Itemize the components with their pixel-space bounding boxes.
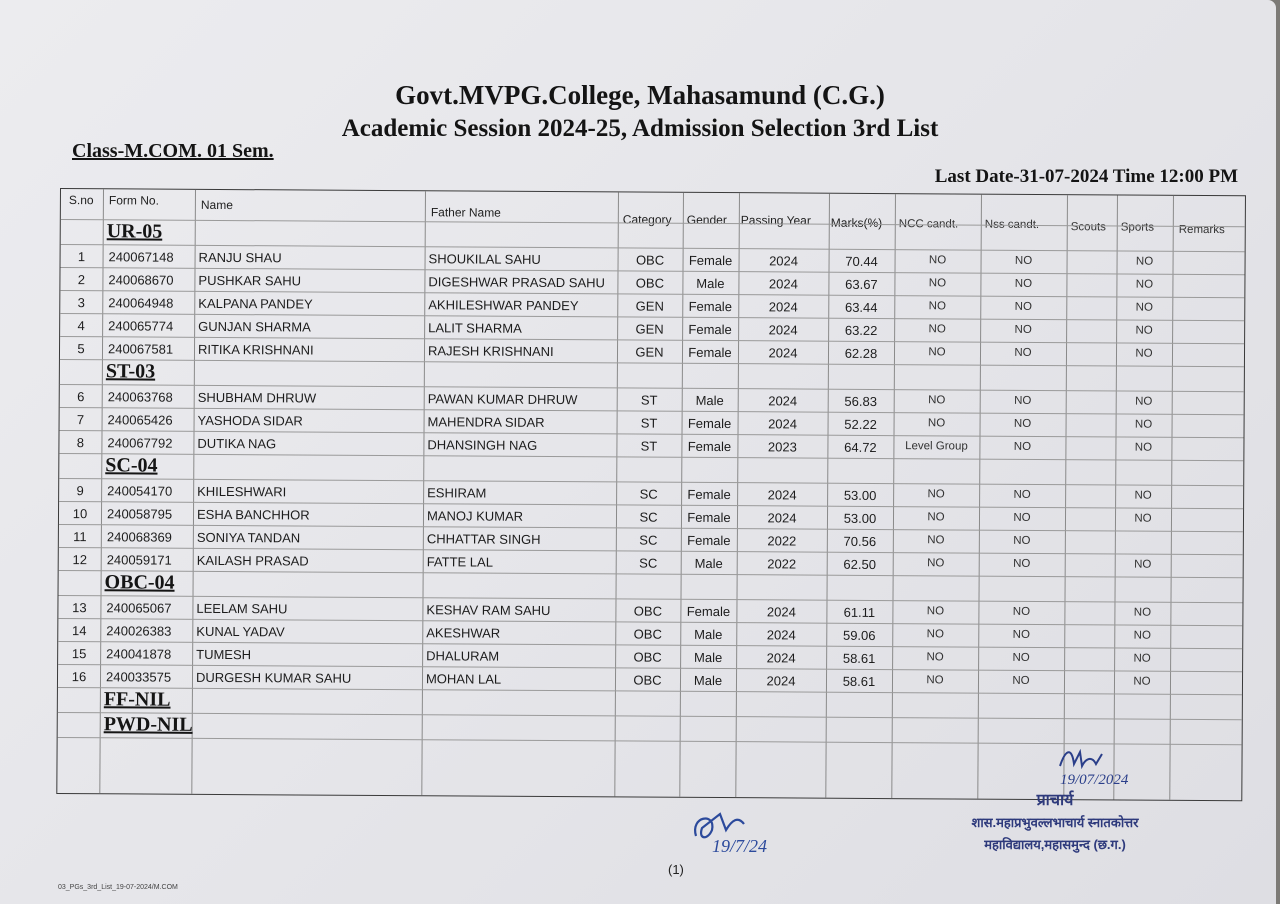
cell-form: 240067792 xyxy=(107,435,173,451)
cell-gender: Female xyxy=(688,298,733,315)
cell-ncc: NO xyxy=(928,346,946,359)
cell-father: MOHAN LAL xyxy=(425,671,502,687)
cell-sports: NO xyxy=(1134,558,1152,571)
cell-ncc: NO xyxy=(928,323,946,336)
cell-form: 240026383 xyxy=(106,623,172,639)
cell-cat: OBC xyxy=(635,275,665,291)
cell-sports: NO xyxy=(1134,418,1153,431)
cell-cat: OBC xyxy=(633,672,662,688)
cell-gender: Male xyxy=(694,649,723,666)
mid-sign-date: 19/7/24 xyxy=(712,836,768,856)
cell-form: 240063768 xyxy=(107,389,173,405)
cell-gender: Female xyxy=(688,321,732,338)
cell-year: 2024 xyxy=(767,487,797,503)
page-number: (1) xyxy=(668,862,684,877)
cell-father: PAWAN KUMAR DHRUW xyxy=(427,391,578,408)
cell-cat: OBC xyxy=(633,626,662,642)
col-header-marks: Marks(%) xyxy=(830,215,883,231)
cell-year: 2024 xyxy=(768,393,798,409)
cell-gender: Female xyxy=(687,509,731,526)
cell-year: 2024 xyxy=(767,510,797,526)
cell-gender: Male xyxy=(693,672,723,689)
cell-year: 2024 xyxy=(768,299,798,315)
cell-sno: 2 xyxy=(77,272,86,288)
cell-nss: NO xyxy=(1013,534,1031,547)
cell-sno: 4 xyxy=(77,318,85,334)
cell-year: 2024 xyxy=(766,604,796,620)
cell-gender: Female xyxy=(686,603,731,620)
cell-form: 240054170 xyxy=(107,483,173,499)
col-header-remarks: Remarks xyxy=(1178,223,1225,237)
cell-marks: 59.06 xyxy=(842,627,876,643)
cell-cat: GEN xyxy=(635,298,664,314)
cell-name: LEELAM SAHU xyxy=(196,600,288,617)
cell-father: MAHENDRA SIDAR xyxy=(427,414,545,430)
col-header-father: Father Name xyxy=(430,205,501,220)
cell-name: ESHA BANCHHOR xyxy=(196,506,310,523)
cell-name: KUNAL YADAV xyxy=(196,623,285,640)
cell-sports: NO xyxy=(1133,629,1151,642)
cell-form: 240041878 xyxy=(106,646,172,662)
cell-ncc: NO xyxy=(927,534,945,547)
cell-form: 240065426 xyxy=(107,412,173,428)
cell-cat: ST xyxy=(640,392,658,408)
file-reference: 03_PGs_3rd_List_19-07-2024/M.COM xyxy=(58,884,178,891)
cell-sno: 3 xyxy=(77,295,85,311)
section-heading: PWD-NIL xyxy=(103,713,193,736)
cell-cat: OBC xyxy=(635,252,665,268)
cell-gender: Female xyxy=(688,252,733,269)
cell-cat: ST xyxy=(640,438,658,454)
col-header-form: Form No. xyxy=(108,193,159,208)
cell-marks: 61.11 xyxy=(843,604,876,620)
cell-name: KHILESHWARI xyxy=(197,483,287,500)
cell-sno: 11 xyxy=(73,529,87,545)
cell-year: 2024 xyxy=(768,416,798,432)
admission-table xyxy=(56,188,1246,801)
cell-nss: NO xyxy=(1014,300,1032,313)
mid-signature xyxy=(686,806,786,871)
cell-cat: SC xyxy=(639,532,658,548)
cell-sports: NO xyxy=(1133,606,1152,619)
cell-gender: Male xyxy=(695,392,724,409)
cell-sports: NO xyxy=(1133,652,1151,665)
cell-ncc: Level Group xyxy=(905,440,968,453)
cell-father: RAJESH KRISHNANI xyxy=(427,343,554,360)
cell-father: LALIT SHARMA xyxy=(428,320,522,336)
cell-father: SHOUKILAL SAHU xyxy=(428,251,541,267)
cell-gender: Female xyxy=(687,486,731,503)
cell-year: 2024 xyxy=(766,650,796,666)
section-heading: SC-04 xyxy=(105,454,158,477)
cell-gender: Female xyxy=(687,438,732,455)
cell-sports: NO xyxy=(1134,512,1152,525)
col-header-sno: S.no xyxy=(68,193,94,208)
cell-sno: 12 xyxy=(72,552,88,568)
section-heading: OBC-04 xyxy=(104,571,175,594)
cell-form: 240065774 xyxy=(108,318,174,334)
cell-marks: 53.00 xyxy=(843,487,877,503)
cell-father: CHHATTAR SINGH xyxy=(426,531,541,547)
cell-cat: OBC xyxy=(633,603,663,619)
cell-nss: NO xyxy=(1014,346,1032,359)
cell-marks: 70.44 xyxy=(845,253,878,269)
cell-father: MANOJ KUMAR xyxy=(426,508,524,524)
cell-gender: Male xyxy=(694,626,723,643)
cell-year: 2024 xyxy=(768,276,798,292)
cell-form: 240067581 xyxy=(107,341,174,357)
cell-name: SONIYA TANDAN xyxy=(196,529,301,546)
cell-nss: NO xyxy=(1013,417,1032,430)
cell-sno: 8 xyxy=(76,435,85,451)
col-header-ncc: NCC candt. xyxy=(898,218,959,231)
cell-cat: SC xyxy=(639,486,658,502)
cell-name: RANJU SHAU xyxy=(198,249,282,266)
last-date-label: Last Date-31-07-2024 Time 12:00 PM xyxy=(934,166,1238,187)
cell-sports: NO xyxy=(1135,255,1154,268)
cell-father: DIGESHWAR PRASAD SAHU xyxy=(428,274,605,291)
cell-sno: 6 xyxy=(77,389,85,405)
cell-gender: Male xyxy=(694,555,723,572)
section-heading: ST-03 xyxy=(105,360,156,383)
cell-name: KALPANA PANDEY xyxy=(198,295,313,312)
cell-nss: NO xyxy=(1012,628,1030,641)
cell-year: 2024 xyxy=(768,345,798,361)
col-header-sports: Sports xyxy=(1120,221,1155,234)
cell-form: 240068369 xyxy=(106,529,172,545)
cell-ncc: NO xyxy=(928,300,946,313)
cell-form: 240058795 xyxy=(106,506,173,522)
cell-nss: NO xyxy=(1013,511,1031,524)
cell-sports: NO xyxy=(1133,675,1151,688)
principal-sign-date: 19/07/2024 xyxy=(1060,772,1129,788)
col-header-category: Category xyxy=(622,212,672,227)
cell-father: ESHIRAM xyxy=(427,485,487,501)
stamp-line-2: महाविद्यालय,महासमुन्द (छ.ग.) xyxy=(984,837,1126,852)
cell-father: KESHAV RAM SAHU xyxy=(426,602,551,619)
col-header-gender: Gender xyxy=(686,212,727,228)
cell-ncc: NO xyxy=(926,651,944,664)
cell-name: DUTIKA NAG xyxy=(197,435,277,452)
cell-sports: NO xyxy=(1135,324,1153,337)
cell-gender: Female xyxy=(688,344,732,361)
cell-nss: NO xyxy=(1012,674,1030,687)
cell-sno: 9 xyxy=(76,483,84,499)
section-heading: FF-NIL xyxy=(103,688,171,711)
cell-marks: 63.22 xyxy=(844,322,878,338)
cell-cat: ST xyxy=(640,415,658,431)
cell-form: 240065067 xyxy=(106,600,172,616)
cell-ncc: NO xyxy=(927,417,946,430)
cell-name: YASHODA SIDAR xyxy=(197,412,303,429)
cell-name: PUSHKAR SAHU xyxy=(198,272,302,289)
section-heading: UR-05 xyxy=(106,220,163,243)
cell-name: TUMESH xyxy=(196,646,252,663)
cell-year: 2024 xyxy=(769,253,799,269)
cell-ncc: NO xyxy=(926,605,945,618)
session-title: Academic Session 2024-25, Admission Selection 3rd List xyxy=(341,115,939,142)
cell-sports: NO xyxy=(1134,441,1153,454)
cell-marks: 53.00 xyxy=(843,510,877,526)
cell-ncc: NO xyxy=(927,557,945,570)
cell-nss: NO xyxy=(1013,440,1032,453)
cell-nss: NO xyxy=(1014,394,1032,407)
cell-nss: NO xyxy=(1014,277,1033,290)
cell-cat: GEN xyxy=(635,321,664,337)
cell-father: AKHILESHWAR PANDEY xyxy=(428,297,579,314)
cell-year: 2024 xyxy=(768,322,798,338)
cell-name: KAILASH PRASAD xyxy=(196,552,309,569)
cell-ncc: NO xyxy=(926,674,944,687)
cell-marks: 52.22 xyxy=(844,416,877,432)
cell-name: SHUBHAM DHRUW xyxy=(197,389,317,406)
cell-gender: Male xyxy=(696,275,725,292)
cell-year: 2024 xyxy=(766,627,796,643)
cell-marks: 56.83 xyxy=(844,393,878,409)
cell-ncc: NO xyxy=(928,277,947,290)
cell-father: FATTE LAL xyxy=(426,554,494,570)
cell-father: AKESHWAR xyxy=(426,625,501,641)
cell-marks: 58.61 xyxy=(842,650,876,666)
cell-ncc: NO xyxy=(928,254,947,267)
cell-year: 2023 xyxy=(767,439,797,455)
cell-name: GUNJAN SHARMA xyxy=(198,318,311,335)
cell-gender: Female xyxy=(687,532,731,549)
cell-form: 240064948 xyxy=(108,295,174,311)
cell-marks: 64.72 xyxy=(844,439,877,455)
cell-nss: NO xyxy=(1014,323,1032,336)
cell-nss: NO xyxy=(1012,605,1031,618)
cell-name: DURGESH KUMAR SAHU xyxy=(195,669,352,686)
stamp-line-1: शास.महाप्रभुवल्लभाचार्य स्नातकोत्तर xyxy=(971,815,1139,830)
cell-cat: OBC xyxy=(633,649,662,665)
cell-father: DHALURAM xyxy=(426,648,500,664)
cell-sno: 15 xyxy=(71,646,87,662)
col-header-name: Name xyxy=(200,197,233,213)
cell-sno: 16 xyxy=(71,669,87,685)
col-header-nss: Nss candt. xyxy=(984,218,1040,231)
college-title: Govt.MVPG.College, Mahasamund (C.G.) xyxy=(395,80,885,110)
cell-form: 240033575 xyxy=(105,669,172,685)
cell-year: 2022 xyxy=(767,556,797,572)
cell-sports: NO xyxy=(1134,489,1152,502)
cell-father: DHANSINGH NAG xyxy=(427,437,538,453)
class-label: Class-M.COM. 01 Sem. xyxy=(72,140,274,162)
cell-sno: 13 xyxy=(72,600,87,616)
col-header-scouts: Scouts xyxy=(1070,221,1106,234)
cell-gender: Female xyxy=(687,415,732,432)
cell-ncc: NO xyxy=(927,488,945,501)
cell-sno: 1 xyxy=(77,249,86,265)
cell-sno: 14 xyxy=(72,623,87,639)
cell-cat: SC xyxy=(639,509,658,525)
cell-marks: 58.61 xyxy=(842,673,876,689)
cell-nss: NO xyxy=(1013,488,1031,501)
cell-marks: 63.44 xyxy=(844,299,878,315)
cell-marks: 62.50 xyxy=(843,556,877,572)
cell-cat: SC xyxy=(639,555,658,571)
cell-form: 240059171 xyxy=(106,552,172,568)
cell-marks: 70.56 xyxy=(843,533,877,549)
cell-cat: GEN xyxy=(635,344,664,360)
cell-year: 2022 xyxy=(767,533,797,549)
cell-sports: NO xyxy=(1135,395,1153,408)
cell-ncc: NO xyxy=(927,511,945,524)
cell-form: 240067148 xyxy=(108,249,174,265)
cell-form: 240068670 xyxy=(108,272,174,288)
cell-year: 2024 xyxy=(766,673,796,689)
cell-ncc: NO xyxy=(928,394,946,407)
cell-sno: 5 xyxy=(77,341,85,357)
cell-sno: 7 xyxy=(76,412,85,428)
col-header-year: Passing Year xyxy=(740,213,811,228)
cell-marks: 62.28 xyxy=(844,345,878,361)
principal-stamp xyxy=(940,790,1170,856)
cell-sports: NO xyxy=(1135,301,1153,314)
cell-sports: NO xyxy=(1135,278,1154,291)
cell-nss: NO xyxy=(1014,254,1033,267)
cell-marks: 63.67 xyxy=(845,276,878,292)
cell-ncc: NO xyxy=(926,628,944,641)
cell-sports: NO xyxy=(1135,347,1153,360)
cell-sno: 10 xyxy=(72,506,88,522)
stamp-title: प्राचार्य xyxy=(1036,792,1074,809)
cell-nss: NO xyxy=(1012,651,1030,664)
cell-name: RITIKA KRISHNANI xyxy=(197,341,314,358)
cell-nss: NO xyxy=(1013,557,1031,570)
